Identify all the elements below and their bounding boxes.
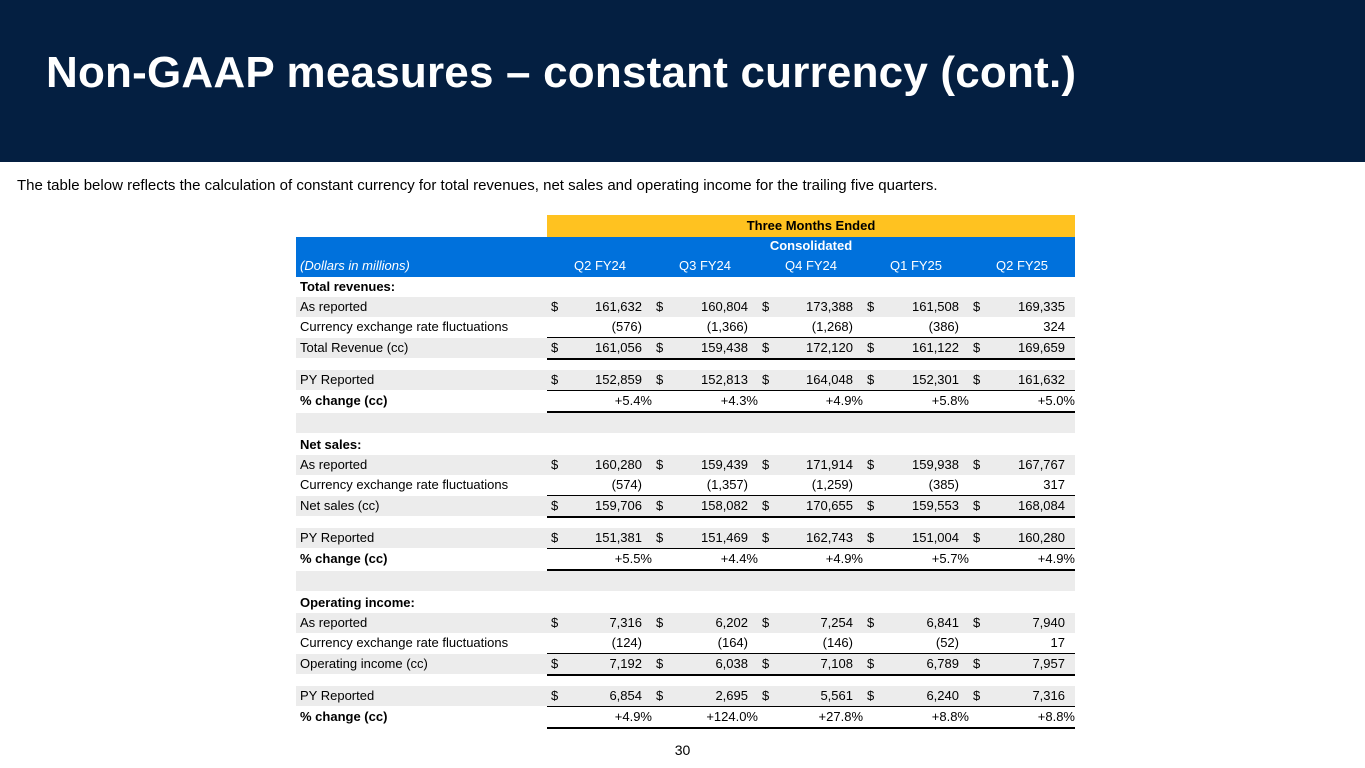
row-label: As reported xyxy=(300,457,368,472)
value-cell: (576) xyxy=(611,319,642,334)
currency-symbol: $ xyxy=(867,372,875,387)
value-cell: 167,767 xyxy=(1018,457,1065,472)
value-cell: (386) xyxy=(928,319,959,334)
value-cell: +4.4% xyxy=(720,551,758,566)
quarter-header: Q4 FY24 xyxy=(784,258,838,273)
row-label: Net sales (cc) xyxy=(300,498,380,513)
constant-currency-row xyxy=(296,338,1075,358)
value-cell: 159,938 xyxy=(912,457,959,472)
value-cell: 159,438 xyxy=(701,340,748,355)
row-label: Operating income: xyxy=(300,595,415,610)
currency-symbol: $ xyxy=(762,656,770,671)
currency-symbol: $ xyxy=(656,457,664,472)
currency-symbol: $ xyxy=(551,372,559,387)
value-cell: 169,335 xyxy=(1018,299,1065,314)
currency-symbol: $ xyxy=(656,615,664,630)
value-cell: (574) xyxy=(611,477,642,492)
currency-symbol: $ xyxy=(551,688,559,703)
row-label: PY Reported xyxy=(300,530,375,545)
value-cell: 173,388 xyxy=(806,299,853,314)
value-cell: +5.8% xyxy=(931,393,969,408)
quarter-header: Q2 FY25 xyxy=(995,258,1049,273)
py-reported-row xyxy=(296,528,1075,548)
value-cell: 159,553 xyxy=(912,498,959,513)
currency-symbol: $ xyxy=(867,340,875,355)
value-cell: 7,192 xyxy=(609,656,642,671)
value-cell: 6,240 xyxy=(926,688,959,703)
percent-change-row xyxy=(296,391,1075,411)
currency-symbol: $ xyxy=(656,530,664,545)
currency-symbol: $ xyxy=(973,688,981,703)
percent-change-row xyxy=(296,707,1075,727)
value-cell: 161,508 xyxy=(912,299,959,314)
value-cell: 6,841 xyxy=(926,615,959,630)
value-cell: 152,859 xyxy=(595,372,642,387)
currency-symbol: $ xyxy=(762,299,770,314)
row-label: Total revenues: xyxy=(300,279,396,294)
currency-symbol: $ xyxy=(656,372,664,387)
segment-header: Consolidated xyxy=(769,238,853,253)
currency-symbol: $ xyxy=(867,688,875,703)
value-cell: (1,366) xyxy=(706,319,748,334)
value-cell: 162,743 xyxy=(806,530,853,545)
row-label: % change (cc) xyxy=(300,551,388,566)
value-cell: 160,280 xyxy=(595,457,642,472)
value-cell: +8.8% xyxy=(931,709,969,724)
value-cell: 152,301 xyxy=(912,372,959,387)
currency-symbol: $ xyxy=(551,498,559,513)
spacer-row xyxy=(296,571,1075,591)
currency-symbol: $ xyxy=(762,457,770,472)
value-cell: 17 xyxy=(1050,635,1065,650)
value-cell: 6,202 xyxy=(715,615,748,630)
spacer-row xyxy=(296,413,1075,433)
currency-symbol: $ xyxy=(656,340,664,355)
fx-row xyxy=(296,475,1075,495)
value-cell: +5.7% xyxy=(931,551,969,566)
constant-currency-row xyxy=(296,654,1075,674)
quarter-header: Q3 FY24 xyxy=(678,258,732,273)
intro-text: The table below reflects the calculation of constant currency for total revenues, net sales and operating income for the trailing five quarters. xyxy=(17,177,938,194)
page-number: 30 xyxy=(674,742,691,758)
section-title-row xyxy=(296,277,1075,297)
value-cell: +5.0% xyxy=(1037,393,1075,408)
section-title-row xyxy=(296,435,1075,455)
currency-symbol: $ xyxy=(762,372,770,387)
row-label: As reported xyxy=(300,615,368,630)
py-reported-row xyxy=(296,686,1075,706)
currency-symbol: $ xyxy=(656,656,664,671)
currency-symbol: $ xyxy=(867,656,875,671)
currency-symbol: $ xyxy=(973,615,981,630)
value-cell: 152,813 xyxy=(701,372,748,387)
currency-symbol: $ xyxy=(867,530,875,545)
row-label: Total Revenue (cc) xyxy=(300,340,409,355)
section-title-row xyxy=(296,593,1075,613)
currency-symbol: $ xyxy=(762,498,770,513)
as-reported-row xyxy=(296,455,1075,475)
quarter-header: Q2 FY24 xyxy=(573,258,627,273)
value-cell: 151,004 xyxy=(912,530,959,545)
row-label: Net sales: xyxy=(300,437,362,452)
constant-currency-row xyxy=(296,496,1075,516)
currency-symbol: $ xyxy=(762,530,770,545)
as-reported-row xyxy=(296,613,1075,633)
value-cell: (164) xyxy=(717,635,748,650)
currency-symbol: $ xyxy=(656,299,664,314)
value-cell: 7,940 xyxy=(1032,615,1065,630)
row-label: Currency exchange rate fluctuations xyxy=(300,319,509,334)
value-cell: +4.9% xyxy=(1037,551,1075,566)
value-cell: (1,268) xyxy=(811,319,853,334)
currency-symbol: $ xyxy=(762,688,770,703)
value-cell: +124.0% xyxy=(706,709,758,724)
value-cell: 160,280 xyxy=(1018,530,1065,545)
currency-symbol: $ xyxy=(973,656,981,671)
currency-symbol: $ xyxy=(973,457,981,472)
currency-symbol: $ xyxy=(867,457,875,472)
row-label: Operating income (cc) xyxy=(300,656,428,671)
value-cell: 161,632 xyxy=(595,299,642,314)
value-cell: 170,655 xyxy=(806,498,853,513)
currency-symbol: $ xyxy=(973,372,981,387)
value-cell: 324 xyxy=(1043,319,1065,334)
currency-symbol: $ xyxy=(973,498,981,513)
value-cell: 161,632 xyxy=(1018,372,1065,387)
currency-symbol: $ xyxy=(973,299,981,314)
as-reported-row xyxy=(296,297,1075,317)
value-cell: +5.4% xyxy=(614,393,652,408)
percent-change-row xyxy=(296,549,1075,569)
row-label: As reported xyxy=(300,299,368,314)
value-cell: 7,254 xyxy=(820,615,853,630)
currency-symbol: $ xyxy=(762,615,770,630)
currency-symbol: $ xyxy=(973,340,981,355)
value-cell: 7,957 xyxy=(1032,656,1065,671)
value-cell: 159,706 xyxy=(595,498,642,513)
value-cell: 151,469 xyxy=(701,530,748,545)
currency-symbol: $ xyxy=(973,530,981,545)
value-cell: 164,048 xyxy=(806,372,853,387)
value-cell: 159,439 xyxy=(701,457,748,472)
rule-line xyxy=(547,674,1075,676)
value-cell: (124) xyxy=(611,635,642,650)
value-cell: (52) xyxy=(935,635,959,650)
currency-symbol: $ xyxy=(656,498,664,513)
value-cell: 172,120 xyxy=(806,340,853,355)
row-label: PY Reported xyxy=(300,372,375,387)
value-cell: 160,804 xyxy=(701,299,748,314)
fx-row xyxy=(296,317,1075,337)
value-cell: 5,561 xyxy=(820,688,853,703)
currency-symbol: $ xyxy=(551,656,559,671)
value-cell: +4.9% xyxy=(825,393,863,408)
currency-symbol: $ xyxy=(551,457,559,472)
value-cell: (146) xyxy=(822,635,853,650)
value-cell: (385) xyxy=(928,477,959,492)
value-cell: 151,381 xyxy=(595,530,642,545)
currency-symbol: $ xyxy=(551,530,559,545)
currency-symbol: $ xyxy=(551,340,559,355)
value-cell: (1,357) xyxy=(706,477,748,492)
row-label: Currency exchange rate fluctuations xyxy=(300,477,509,492)
fx-row xyxy=(296,633,1075,653)
value-cell: +27.8% xyxy=(818,709,863,724)
row-label: Currency exchange rate fluctuations xyxy=(300,635,509,650)
value-cell: +5.5% xyxy=(614,551,652,566)
page-title: Non-GAAP measures – constant currency (cont.) xyxy=(46,48,1077,97)
value-cell: 158,082 xyxy=(701,498,748,513)
currency-symbol: $ xyxy=(551,615,559,630)
currency-symbol: $ xyxy=(762,340,770,355)
value-cell: 171,914 xyxy=(806,457,853,472)
value-cell: +8.8% xyxy=(1037,709,1075,724)
py-reported-row xyxy=(296,370,1075,390)
value-cell: 7,316 xyxy=(1032,688,1065,703)
row-label: PY Reported xyxy=(300,688,375,703)
value-cell: 169,659 xyxy=(1018,340,1065,355)
value-cell: 6,038 xyxy=(715,656,748,671)
title-banner xyxy=(0,0,1365,162)
currency-symbol: $ xyxy=(867,498,875,513)
value-cell: +4.9% xyxy=(614,709,652,724)
value-cell: 2,695 xyxy=(715,688,748,703)
period-header-label: Three Months Ended xyxy=(746,218,876,233)
value-cell: 161,056 xyxy=(595,340,642,355)
quarter-header: Q1 FY25 xyxy=(889,258,943,273)
rule-line xyxy=(547,516,1075,518)
rule-line xyxy=(547,727,1075,729)
value-cell: 7,108 xyxy=(820,656,853,671)
value-cell: 161,122 xyxy=(912,340,959,355)
currency-symbol: $ xyxy=(551,299,559,314)
value-cell: 7,316 xyxy=(609,615,642,630)
value-cell: 168,084 xyxy=(1018,498,1065,513)
value-cell: +4.9% xyxy=(825,551,863,566)
value-cell: 6,854 xyxy=(609,688,642,703)
value-cell: (1,259) xyxy=(811,477,853,492)
value-cell: 6,789 xyxy=(926,656,959,671)
currency-symbol: $ xyxy=(867,299,875,314)
column-header-band xyxy=(296,237,1075,277)
rule-line xyxy=(547,358,1075,360)
row-label: % change (cc) xyxy=(300,709,388,724)
period-header xyxy=(547,215,1075,237)
value-cell: 317 xyxy=(1043,477,1065,492)
currency-symbol: $ xyxy=(867,615,875,630)
currency-symbol: $ xyxy=(656,688,664,703)
value-cell: +4.3% xyxy=(720,393,758,408)
units-label: (Dollars in millions) xyxy=(300,258,410,273)
row-label: % change (cc) xyxy=(300,393,388,408)
